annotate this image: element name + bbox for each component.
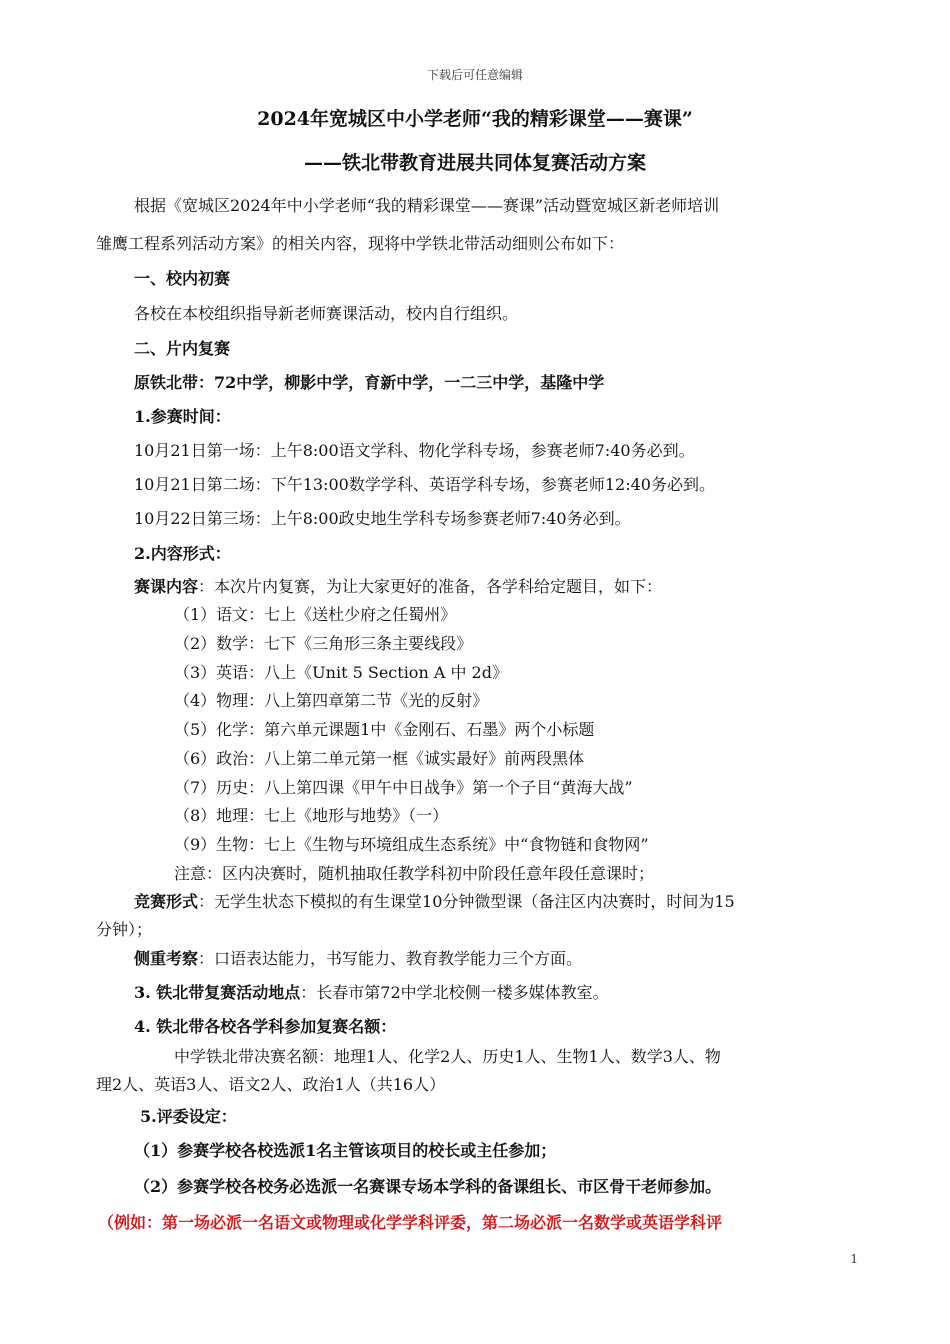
judges-line-2: （2）参赛学校各校务必选派一名赛课专场本学科的备课组长、市区骨干老师参加。 xyxy=(134,1177,722,1196)
format-line-2: 分钟）； xyxy=(96,920,153,939)
topic-item: （3）英语：八上《Unit 5 Section A 中 2d》 xyxy=(174,663,508,682)
focus-line xyxy=(134,948,904,970)
quota-line-2: 理2人、英语3人、语文2人、政治1人（共16人） xyxy=(96,1075,446,1094)
section2-heading: 二、片内复赛 xyxy=(134,339,231,358)
topic-item: （9）生物：七上《生物与环境组成生态系统》中“食物链和食物网” xyxy=(174,835,649,854)
content-label: 赛课内容 xyxy=(134,577,199,596)
content-line xyxy=(134,576,904,598)
location-label: 3. 铁北带复赛活动地点 xyxy=(134,983,301,1002)
content-text: ：本次片内复赛，为让大家更好的准备，各学科给定题目，如下： xyxy=(198,577,663,596)
intro-paragraph-line-1: 根据《宽城区2024年中小学老师“我的精彩课堂——赛课”活动暨宽城区新老师培训 xyxy=(134,196,720,215)
page-number: 1 xyxy=(850,1252,858,1266)
topic-item: （6）政治：八上第二单元第一框《诚实最好》前两段黑体 xyxy=(174,749,585,768)
topic-item: （8）地理：七上《地形与地势》（一） xyxy=(174,806,449,825)
judges-line-1: （1）参赛学校各校选派1名主管该项目的校长或主任参加； xyxy=(134,1141,557,1160)
document-title: 2024年宽城区中小学老师“我的精彩课堂——赛课” xyxy=(257,108,693,130)
format-text: ：无学生状态下模拟的有生课堂10分钟微型课（备注区内决赛时，时间为15 xyxy=(198,892,735,911)
focus-text: ：口语表达能力，书写能力、教育教学能力三个方面。 xyxy=(198,949,583,968)
topic-item: （1）语文：七上《送杜少府之任蜀州》 xyxy=(174,605,457,624)
focus-label: 侧重考察 xyxy=(134,949,199,968)
judges-heading: 5.评委设定： xyxy=(140,1107,237,1126)
topic-item: （5）化学：第六单元课题1中《金刚石、石墨》两个小标题 xyxy=(174,720,595,739)
document-subtitle: ——铁北带教育进展共同体复赛活动方案 xyxy=(303,152,646,174)
section1-text: 各校在本校组织指导新老师赛课活动，校内自行组织。 xyxy=(134,304,519,323)
quota-line-1: 中学铁北带决赛名额：地理1人、化学2人、历史1人、生物1人、数学3人、物 xyxy=(174,1047,721,1066)
format-line-1 xyxy=(134,891,904,913)
judges-example: （例如：第一场必派一名语文或物理或化学学科评委，第二场必派一名数学或英语学科评 xyxy=(98,1213,723,1232)
topic-item: （2）数学：七下《三角形三条主要线段》 xyxy=(174,634,473,653)
intro-paragraph-line-2: 雏鹰工程系列活动方案》的相关内容，现将中学铁北带活动细则公布如下： xyxy=(96,234,625,253)
quota-heading: 4. 铁北带各校各学科参加复赛名额： xyxy=(134,1017,397,1036)
time-line-1: 10月21日第一场：上午8:00语文学科、物化学科专场，参赛老师7:40务必到。 xyxy=(134,441,695,460)
time-line-2: 10月21日第二场：下午13:00数学学科、英语学科专场，参赛老师12:40务必到。 xyxy=(134,475,715,494)
header-note: 下载后可任意编辑 xyxy=(426,68,523,82)
location-text: ：长春市第72中学北校侧一楼多媒体教室。 xyxy=(300,983,609,1002)
topic-item: （4）物理：八上第四章第二节《光的反射》 xyxy=(174,691,489,710)
note-line: 注意：区内决赛时，随机抽取任教学科初中阶段任意年段任意课时； xyxy=(174,864,655,883)
format-label: 竞赛形式 xyxy=(134,892,199,911)
section1-heading: 一、校内初赛 xyxy=(134,269,231,288)
location-line xyxy=(134,982,904,1004)
time-heading: 1.参赛时间： xyxy=(134,407,231,426)
topic-item: （7）历史：八上第四课《甲午中日战争》第一个子目“黄海大战” xyxy=(174,778,633,797)
time-line-3: 10月22日第三场：上午8:00政史地生学科专场参赛老师7:40务必到。 xyxy=(134,509,631,528)
content-heading: 2.内容形式： xyxy=(134,544,231,563)
schools-line: 原铁北带：72中学，柳影中学，育新中学，一二三中学，基隆中学 xyxy=(134,373,605,392)
